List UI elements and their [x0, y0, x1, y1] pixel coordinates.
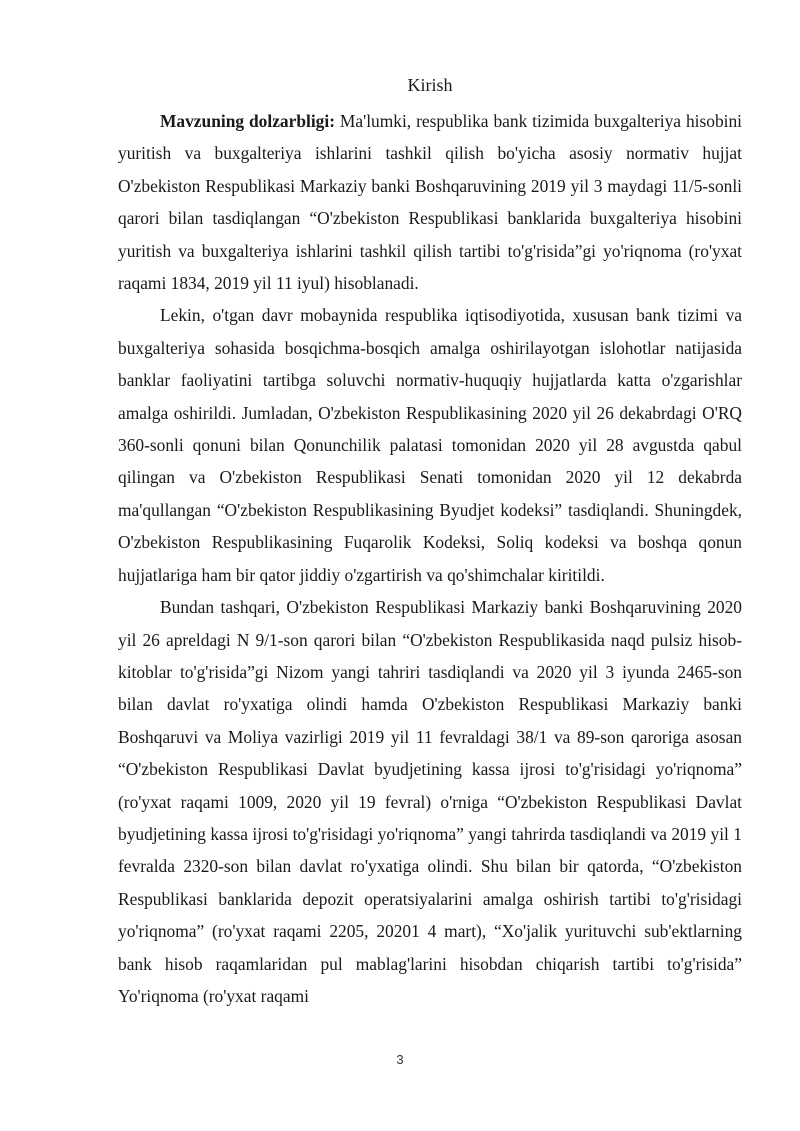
paragraph-reforms: Lekin, o'tgan davr mobaynida respublika iqtisodiyotida, xususan bank tizimi va buxgalteriya sohasida bosqichma-bosqich amalga oshirilayotgan islohotlar natijasida banklar faoliyatini tartibga soluvchi normativ-huquqiy hujjatlarda katta o'zgarishlar amalga oshirildi. Jumladan, O'zbekiston Respublikasining 2020 yil 26 dekabrdagi O'RQ 360-sonli qonuni bilan Qonunchilik palatasi tomonidan 2020 yil 28 avgustda qabul qilingan va O'zbekiston Respublikasi Senati tomonidan 2020 yil 12 dekabrda ma'qullangan “O'zbekiston Respublikasining Byudjet kodeksi” tasdiqlandi. Shuningdek, O'zbekiston Respublikasining Fuqarolik Kodeksi, Soliq kodeksi va boshqa qonun hujjatlariga ham bir qator jiddiy o'zgartirish va qo'shimchalar kiritildi.: [118, 305, 742, 585]
document-page: [118, 72, 742, 1012]
section-heading: Kirish: [407, 75, 453, 95]
paragraph-regulations: Bundan tashqari, O'zbekiston Respublikasi Markaziy banki Boshqaruvining 2020 yil 26 apreldagi N 9/1-son qarori bilan “O'zbekiston Respublikasida naqd pulsiz hisob-kitoblar to'g'risida”gi Nizom yangi tahriri tasdiqlandi va 2020 yil 3 iyunda 2465-son bilan davlat ro'yxatiga olindi hamda O'zbekiston Respublikasi Markaziy banki Boshqaruvi va Moliya vazirligi 2019 yil 11 fevraldagi 38/1 va 89-son qaroriga asosan “O'zbekiston Respublikasi Davlat byudjetining kassa ijrosi to'g'risidagi yo'riqnoma” (ro'yxat raqami 1009, 2020 yil 19 fevral) o'rniga “O'zbekiston Respublikasi Davlat byudjetining kassa ijrosi to'g'risidagi yo'riqnoma” yangi tahrirda tasdiqlandi va 2019 yil 1 fevralda 2320-son bilan davlat ro'yxatiga olindi. Shu bilan bir qatorda, “O'zbekiston Respublikasi banklarida depozit operatsiyalarini amalga oshirish tartibi to'g'risidagi yo'riqnoma” (ro'yxat raqami 2205, 20201 4 mart), “Xo'jalik yurituvchi sub'ektlarning bank hisob raqamlaridan pul mablag'larini hisobdan chiqarish tartibi to'g'risida” Yo'riqnoma (ro'yxat raqami: [118, 597, 742, 1006]
paragraph-relevance: [118, 105, 742, 299]
relevance-label: Mavzuning dolzarbligi:: [160, 111, 335, 131]
relevance-text: Ma'lumki, respublika bank tizimida buxgalteriya hisobini yuritish va buxgalteriya ishlarini tashkil qilish bo'yicha asosiy normativ hujjat O'zbekiston Respublikasi Markaziy banki Boshqaruvining 2019 yil 3 maydagi 11/5-sonli qarori bilan tasdiqlangan “O'zbekiston Respublikasi banklarida buxgalteriya hisobini yuritish va buxgalteriya ishlarini tashkil qilish tartibi to'g'risida”gi yo'riqnoma (ro'yxat raqami 1834, 2019 yil 11 iyul) hisoblanadi.: [118, 111, 742, 294]
page-number: 3: [396, 1052, 404, 1067]
